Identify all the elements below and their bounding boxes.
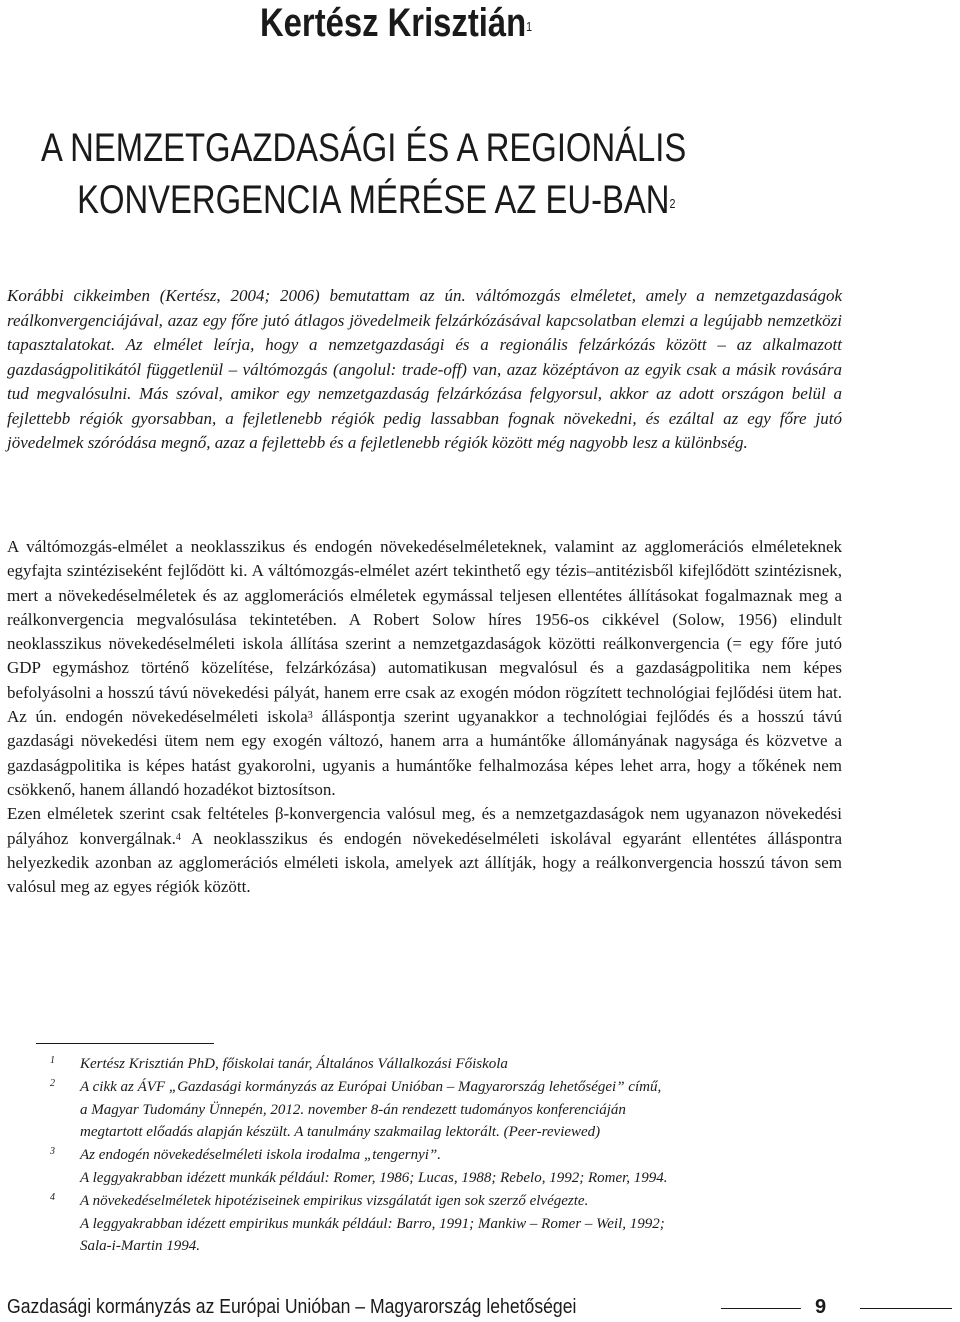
footnote-1 — [50, 1053, 850, 1076]
title-line-2-text: KONVERGENCIA MÉRÉSE AZ EU-BAN — [77, 178, 670, 222]
footnote-line: Az endogén növekedéselméleti iskola irodalma „tengernyi”. — [80, 1147, 442, 1164]
footnote-number: 2 — [50, 1077, 55, 1089]
body-paragraph-2-b: A neoklasszikus és endogén növekedéselméleti iskolával egyaránt ellentétes álláspontra helyezkedik azonban az agglomerációs elméleti iskola, amelyek azt állítják, hogy a reálkonvergencia hosszú távon sem valósul meg az egyes régiók között. — [7, 828, 842, 897]
title-footnote-marker: 2 — [669, 196, 676, 211]
footnote-number: 4 — [50, 1191, 55, 1203]
abstract: Korábbi cikkeimben (Kertész, 2004; 2006) bemutattam az ún. váltómozgás elméletet, amely a nemzetgazdaságok reálkonvergenciájával, azaz egy főre jutó átlagos jövedelmeik felzárkózásával kapcsolatban elemzi a legújabb nemzetközi tapasztalatokat. Az elmélet leírja, hogy a nemzetgazdasági és a regionális felzárkózás között – az alkalmazott gazdaságpolitikától függetlenül – váltómozgás (angolul: trade-off) van, azaz középtávon az egyik csak a másik rovására tud megvalósulni. Más szóval, amikor egy nemzetgazdaság felzárkózása felgyorsul, akkor az adott országon belül a fejlettebb régiók gyorsabban, a fejletlenebb régiók pedig lassabban fognak növekedni, és ezáltal az egy főre jutó jövedelmek szóródása megnő, azaz a fejlettebb és a fejletlenebb régiók között még nagyobb lesz a különbség. — [7, 286, 842, 452]
footnote-line: A leggyakrabban idézett empirikus munkák például: Barro, 1991; Mankiw – Romer – Weil, 1992; — [80, 1215, 665, 1232]
author-name-text: Kertész Krisztián — [260, 1, 527, 45]
footnote-2 — [50, 1076, 850, 1144]
footnotes — [50, 1053, 850, 1258]
body-paragraph-1 — [7, 535, 842, 802]
body-text — [7, 535, 842, 899]
page-number: 9 — [815, 1296, 827, 1318]
footnote-line: A növekedéselméletek hipotéziseinek empirikus vizsgálatát igen sok szerző elvégezte. — [80, 1192, 589, 1209]
footnote-4 — [50, 1190, 850, 1258]
body-paragraph-2-a: Ezen elméletek szerint csak feltételes β-konvergencia valósul meg, és a nemzetgazdaságok nem ugyanazon növekedési pályához konvergálnak. — [7, 804, 842, 848]
footnote-separator — [36, 1043, 214, 1044]
page-footer — [7, 1294, 952, 1322]
footer-rule-left — [721, 1308, 801, 1309]
body-paragraph-1-a: A váltómozgás-elmélet a neoklasszikus és endogén növekedéselméleteknek, valamint az agglomerációs elméleteknek egyfajta szintéziseként fejlődött ki. A váltómozgás-elmélet azért tekinthető egy tézis–antitézisből kifejlődött szintézisnek, mert a növekedéselméletek és az agglomerációs elméletek egymással teljesen ellentétes állításokat fogalmaznak meg a reálkonvergencia megvalósulása tekintetében. A Robert Solow híres 1956-os cikkével (Solow, 1956) elindult neoklasszikus növekedéselméleti iskola állítása szerint a nemzetgazdaságok közötti reálkonvergencia (= egy főre jutó GDP egymáshoz történő közelítése, felzárkózása) automatikusan megvalósul és a gazdaságpolitika nem képes befolyásolni a hosszú távú növekedési pályát, hanem erre csak az exogén módon rögzített technológiai fejlődési ütem hat. Az ún. endogén növekedéselméleti iskola — [7, 537, 842, 727]
author-footnote-marker: 1 — [526, 19, 533, 34]
body-paragraph-1-b: álláspontja szerint ugyanakkor a technológiai fejlődés és a hosszú távú gazdasági növekedési ütem nem egy exogén változó, hanem arra a humántőke állományának nagysága és közvetve a gazdaságpolitika is képes hatást gyakorolni, ugyanis a humántőke felhalmozása képes lehet arra, hogy a tőkének nem csökkenő, hanem állandó hozadékot biztosítson. — [7, 707, 842, 799]
footnote-line: Kertész Krisztián PhD, főiskolai tanár, Általános Vállalkozási Főiskola — [80, 1056, 508, 1072]
footnote-number: 1 — [50, 1055, 55, 1066]
author-name — [260, 0, 532, 46]
footnote-line: A cikk az ÁVF „Gazdasági kormányzás az Európai Unióban – Magyarország lehetőségei” című, — [80, 1078, 662, 1095]
article-title — [41, 122, 686, 226]
footnote-3 — [50, 1144, 850, 1190]
title-line-2 — [41, 174, 686, 226]
footnote-line: megtartott előadás alapján készült. A tanulmány szakmailag lektorált. (Peer-reviewed) — [80, 1124, 601, 1141]
body-paragraph-2 — [7, 802, 842, 899]
footnote-ref-4: 4 — [175, 831, 181, 843]
footnote-line: A leggyakrabban idézett munkák például: Romer, 1986; Lucas, 1988; Rebelo, 1992; Romer, 1994. — [80, 1169, 668, 1186]
footer-rule-right — [860, 1308, 952, 1309]
footnote-number: 3 — [50, 1146, 55, 1158]
running-title: Gazdasági kormányzás az Európai Unióban – Magyarország lehetőségei — [7, 1296, 577, 1318]
title-line-1: A NEMZETGAZDASÁGI ÉS A REGIONÁLIS — [41, 126, 687, 170]
footnote-line: a Magyar Tudomány Ünnepén, 2012. november 8-án rendezett tudományos konferenciáján — [80, 1101, 626, 1118]
footnote-line: Sala-i-Martin 1994. — [80, 1238, 200, 1255]
footnote-ref-3: 3 — [307, 710, 313, 722]
